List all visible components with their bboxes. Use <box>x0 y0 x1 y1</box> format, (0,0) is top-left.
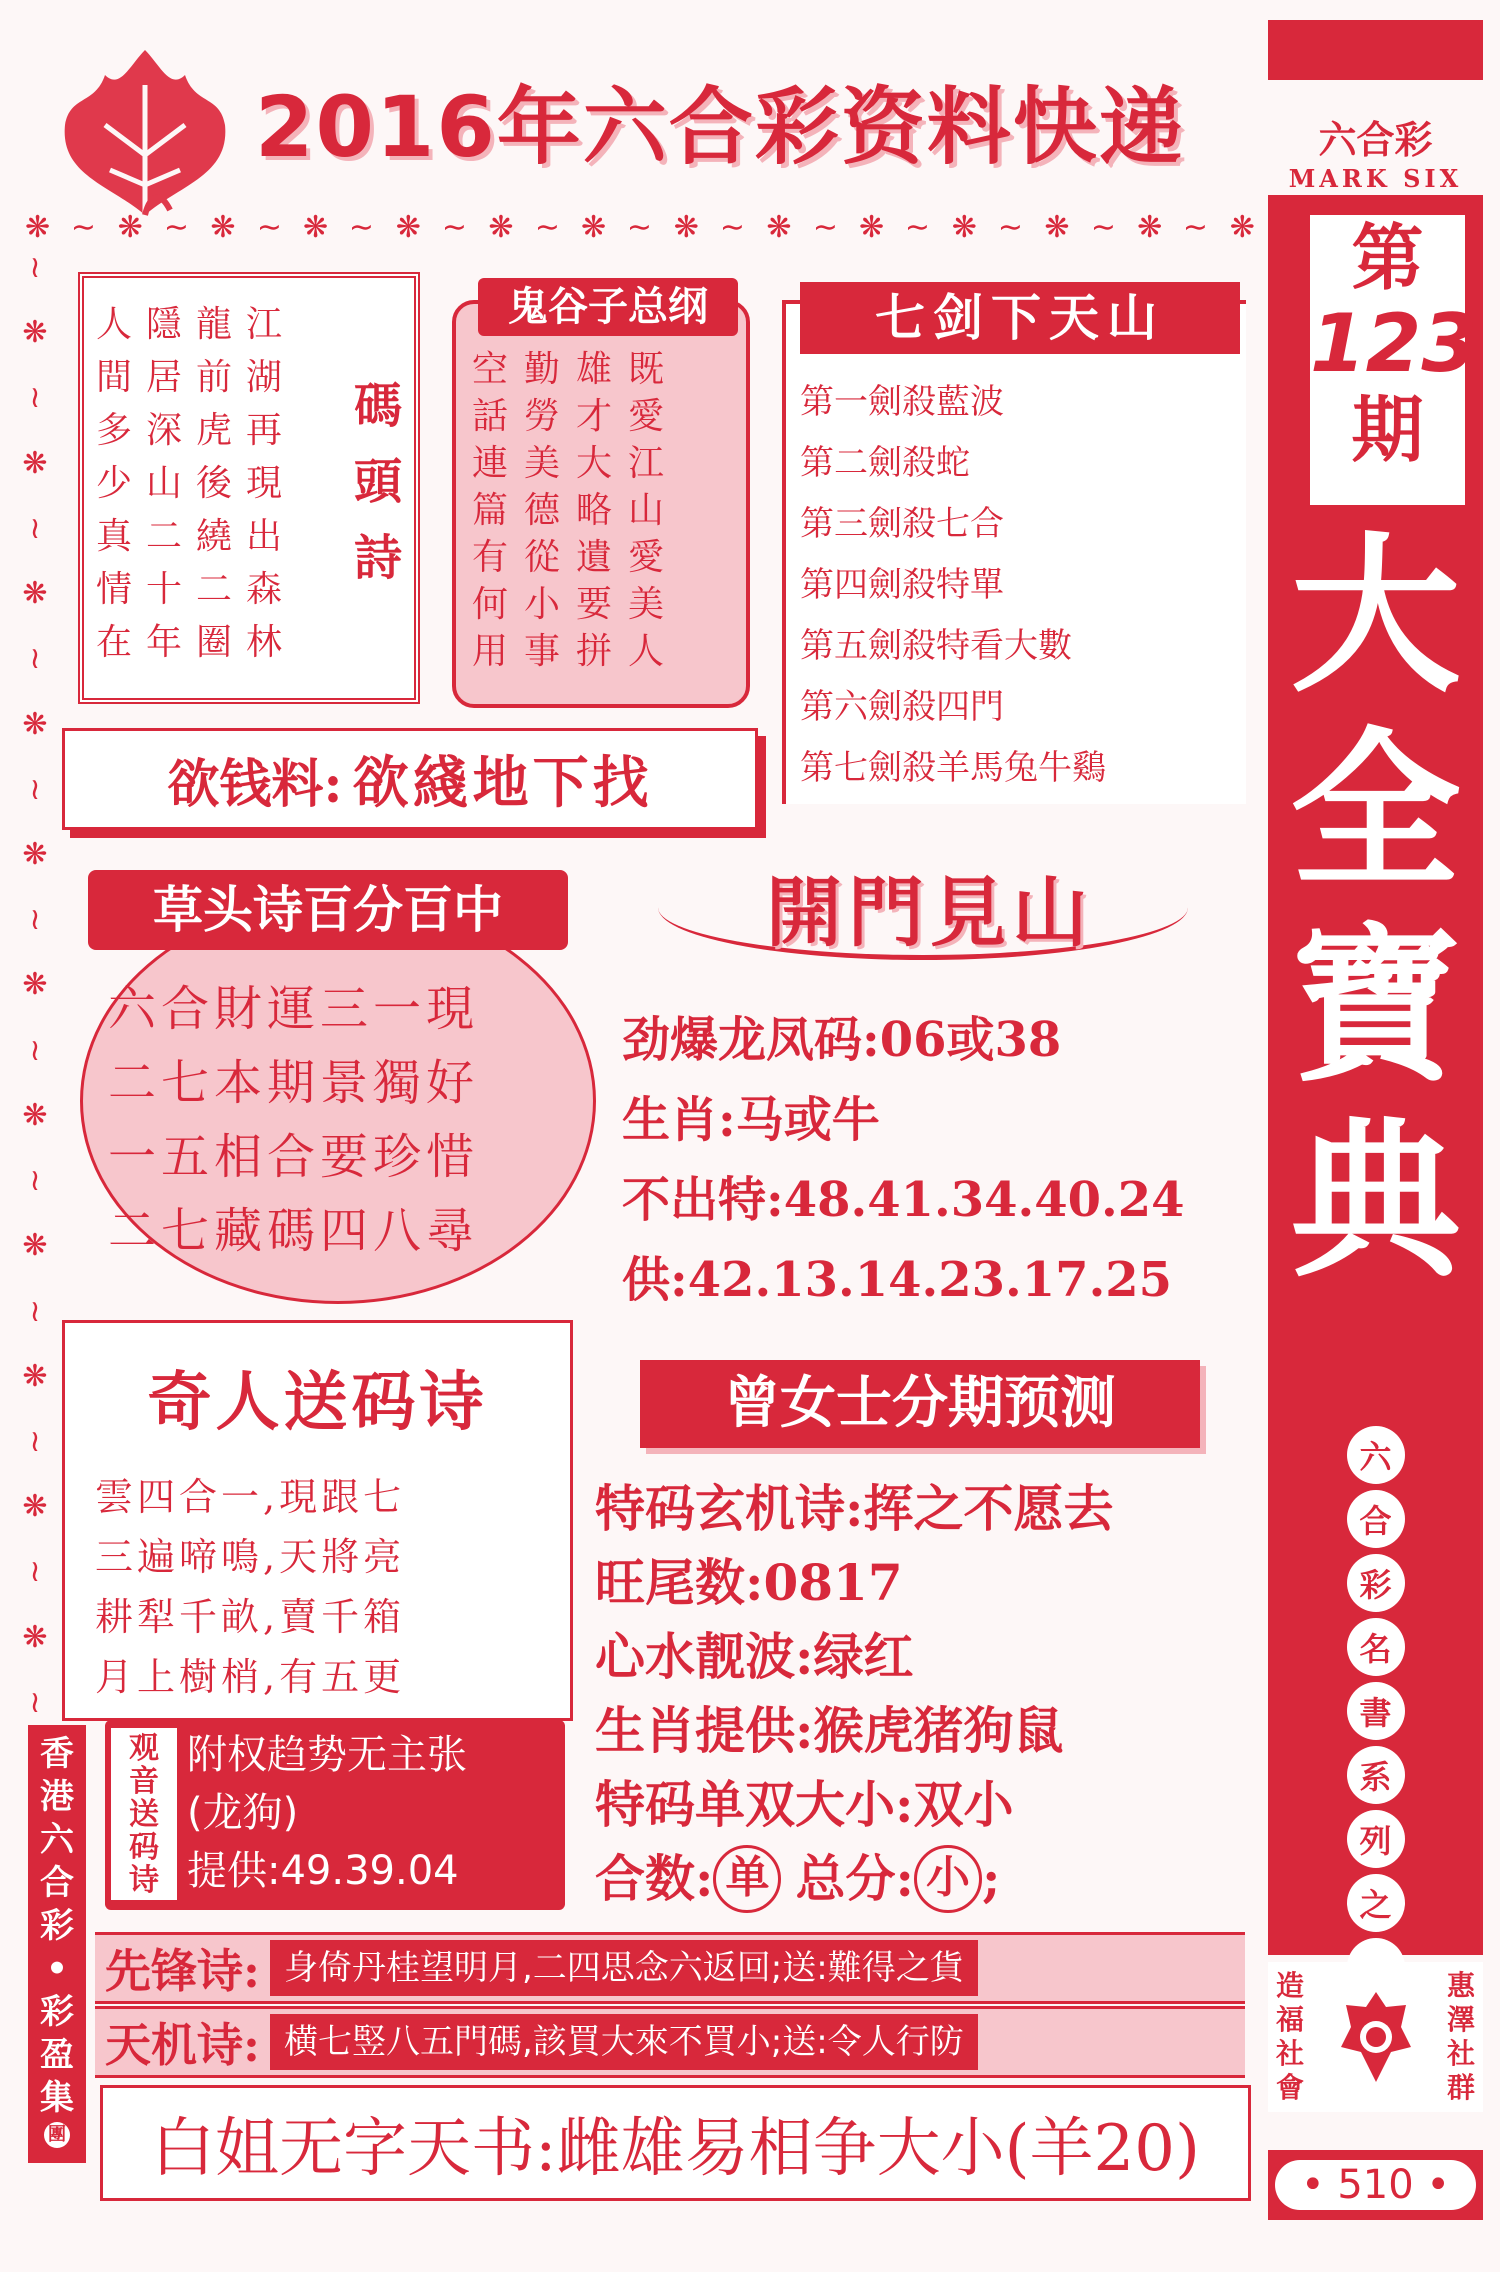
qiren-box <box>62 1320 573 1721</box>
yuqian-value: 欲綫地下找 <box>352 750 653 816</box>
qijian-line: 第二劍殺蛇 <box>800 443 970 483</box>
baijie-box <box>100 2085 1251 2201</box>
zeng-line: 生肖提供:猴虎猪狗鼠 <box>595 1701 1064 1760</box>
zeng-line: 特码玄机诗:挥之不愿去 <box>595 1479 1114 1538</box>
issue-number-box: 第 123 期 <box>1305 210 1470 510</box>
qiren-line: 雲四合一,現跟七 <box>95 1475 406 1519</box>
zeng-line: 心水靓波:绿红 <box>595 1627 914 1686</box>
qiren-title: 奇人送码诗 <box>147 1365 488 1440</box>
guanyin-line2: (龙狗) <box>187 1790 299 1836</box>
left-ornament-column: ≀ ❋ ≀ ❋ ≀ ❋ ≀ ❋ ≀ ❋ ≀ ❋ ≀ ❋ ≀ ❋ ≀ ❋ ≀ ❋ ≀ ❋ ≀ <box>22 250 48 1720</box>
tianji-row <box>95 2006 1245 2078</box>
side-big-title: 大 全 寶 典 <box>1290 518 1461 1301</box>
yuqian-box <box>62 728 758 830</box>
mark-six-logo <box>1268 95 1483 205</box>
charity-left: 造 福 社 會 <box>1276 1969 1305 2104</box>
tianji-text: 横七竪八五門碼,該買大來不買小;送:令人行防 <box>270 2014 978 2070</box>
caotou-title: 草头诗百分百中 <box>88 870 568 950</box>
heshu-circled-value: 单 <box>713 1845 781 1913</box>
qijian-line: 第五劍殺特看大數 <box>800 626 1072 666</box>
kaimen-line: 劲爆龙凤码:06或38 <box>622 1012 1062 1068</box>
qijian-line: 第一劍殺藍波 <box>800 382 1004 422</box>
kaimen-title: 開門見山 <box>766 868 1094 957</box>
qijian-line: 第四劍殺特單 <box>800 565 1004 605</box>
kaimen-line: 生肖:马或牛 <box>622 1092 880 1148</box>
top-ornament-row: ❋ ≀ ❋ ≀ ❋ ≀ ❋ ≀ ❋ ≀ ❋ ≀ ❋ ≀ ❋ ≀ ❋ ≀ ❋ ≀ ❋ ≀ ❋ ≀ ❋ ≀ ❋ <box>25 210 1255 245</box>
side-small-badge: 團 <box>44 2122 70 2148</box>
qijian-line: 第六劍殺四門 <box>800 687 1004 727</box>
tou-poem-col: 龍 前 虎 後 繞 二 圈 <box>196 304 233 663</box>
right-top-bar <box>1268 20 1483 80</box>
qijian-lines <box>800 372 1106 799</box>
logo-cn: 六合彩 <box>1318 117 1433 162</box>
yuqian-label: 欲钱料: <box>167 753 343 815</box>
guanyin-tag: 观 音 送 码 诗 <box>111 1728 177 1900</box>
baijie-text: 白姐无字天书:雌雄易相争大小(羊20) <box>151 2112 1200 2186</box>
leaf-logo-icon <box>50 45 240 220</box>
qiren-lines <box>65 1467 570 1707</box>
kaimen-line: 不出特:48.41.34.40.24 <box>622 1172 1185 1228</box>
tou-poem-box <box>78 272 420 704</box>
zeng-line-heshu: 合数: 单 总分: 小 ; <box>595 1842 1113 1916</box>
tou-poem-col: 人 間 多 少 真 情 在 <box>96 304 133 663</box>
zongfen-circled-value: 小 <box>914 1845 982 1913</box>
tou-poem-col: 江 湖 再 現 出 森 林 <box>246 304 283 663</box>
qiren-line: 三遍啼鳴,天將亮 <box>95 1535 406 1579</box>
guiguzi-col: 空 話 連 篇 有 何 用 <box>472 349 509 672</box>
page-number-box: • 510 • <box>1268 2150 1483 2220</box>
qijian-line: 第三劍殺七合 <box>800 504 1004 544</box>
kaimen-lines <box>622 1000 1185 1320</box>
guanyin-line3: 提供:49.39.04 <box>187 1848 459 1894</box>
charity-right: 惠 澤 社 群 <box>1446 1969 1475 2104</box>
jockey-club-emblem-icon <box>1336 1987 1416 2087</box>
caotou-line: 一五相合要珍惜 <box>108 1129 480 1185</box>
qiren-line: 月上樹梢,有五更 <box>95 1655 406 1699</box>
caotou-lines <box>108 972 479 1268</box>
tou-poem-title: 碼 頭 詩 <box>354 378 403 586</box>
guiguzi-col: 雄 才 大 略 遺 要 拼 <box>576 349 613 672</box>
page-title: 2016年六合彩资料快递 <box>255 78 1185 176</box>
xianfeng-row <box>95 1932 1245 2004</box>
xianfeng-label: 先锋诗: <box>105 1944 260 1998</box>
series-circles: 六 合 彩 名 書 系 列 之 <box>1268 1420 1483 2002</box>
qijian-title: 七剑下天山 <box>800 282 1240 354</box>
page-number: 510 <box>1337 2162 1414 2208</box>
tou-poem-col: 隱 居 深 山 二 十 年 <box>146 304 183 663</box>
zeng-title: 曾女士分期预测 <box>640 1360 1200 1448</box>
charity-emblem <box>1268 1962 1483 2112</box>
guiguzi-title: 鬼谷子总纲 <box>478 278 738 336</box>
side-vertical-banner: 香 港 六 合 彩 • 彩 盈 集 團 <box>28 1725 86 2163</box>
caotou-line: 二七本期景獨好 <box>108 1055 480 1111</box>
caotou-line: 六合財運三一現 <box>108 981 480 1037</box>
issue-number: 123 <box>1310 297 1477 390</box>
guiguzi-col: 勤 勞 美 德 從 小 事 <box>524 349 561 672</box>
qiren-line: 耕犁千畝,賣千箱 <box>95 1595 406 1639</box>
zeng-line: 特码单双大小:双小 <box>595 1775 1014 1834</box>
caotou-line: 二七藏碼四八尋 <box>108 1203 480 1259</box>
logo-en: MARK SIX <box>1288 164 1463 193</box>
zeng-lines <box>595 1472 1113 1916</box>
tianji-label: 天机诗: <box>105 2018 260 2072</box>
kaimen-line: 供:42.13.14.23.17.25 <box>622 1252 1173 1308</box>
guiguzi-col: 既 愛 江 山 愛 美 人 <box>628 349 665 672</box>
guiguzi-box <box>452 300 750 708</box>
zeng-line: 旺尾数:0817 <box>595 1553 903 1612</box>
guanyin-box <box>105 1720 565 1910</box>
xianfeng-text: 身倚丹桂望明月,二四思念六返回;送:難得之貨 <box>270 1940 978 1996</box>
guanyin-line1: 附权趋势无主张 <box>187 1732 467 1778</box>
qijian-line: 第七劍殺羊馬兔牛鷄 <box>800 748 1106 788</box>
